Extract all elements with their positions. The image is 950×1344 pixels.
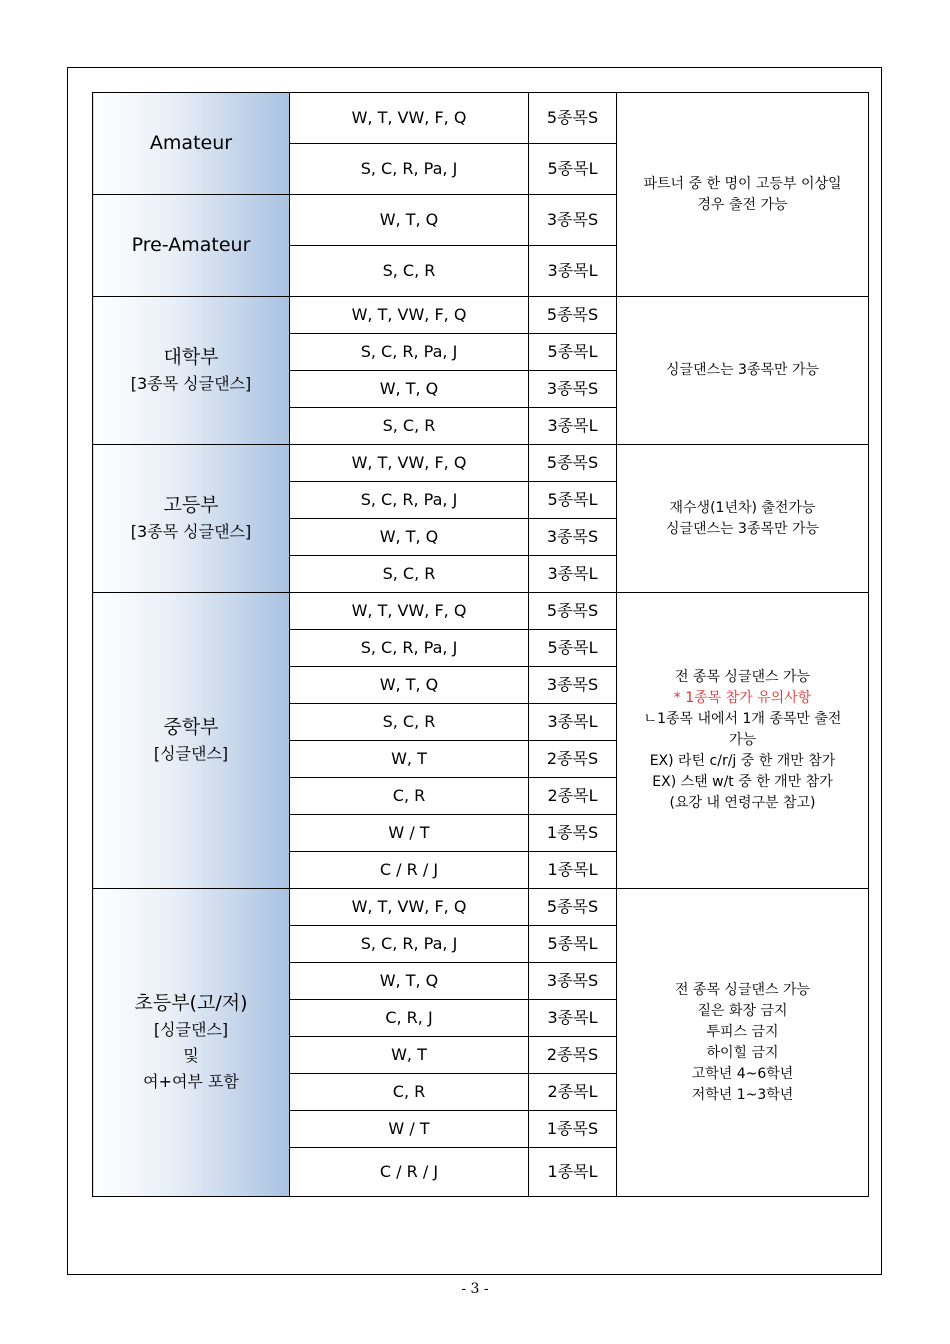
note-amateur: 파트너 중 한 명이 고등부 이상일 경우 출전 가능 <box>617 93 869 297</box>
dances-cell: C / R / J <box>290 1148 529 1197</box>
events-cell: 5종목S <box>529 93 617 144</box>
events-cell: 1종목L <box>529 852 617 889</box>
table-row <box>93 93 869 144</box>
dances-cell: W, T, VW, F, Q <box>290 593 529 630</box>
events-cell: 1종목L <box>529 1148 617 1197</box>
events-cell: 3종목S <box>529 667 617 704</box>
dances-cell: S, C, R, Pa, J <box>290 926 529 963</box>
dances-cell: S, C, R <box>290 556 529 593</box>
dances-cell: W, T, Q <box>290 963 529 1000</box>
events-cell: 3종목S <box>529 195 617 246</box>
division-pre-amateur: Pre-Amateur <box>93 195 290 297</box>
events-cell: 5종목L <box>529 334 617 371</box>
table-row <box>93 297 869 334</box>
warning-text: * 1종목 참가 유의사항 <box>673 690 812 706</box>
events-cell: 5종목S <box>529 889 617 926</box>
page-number: - 3 - <box>461 1281 489 1297</box>
division-middle: 중학부 [싱글댄스] <box>93 593 290 889</box>
table-row <box>93 445 869 482</box>
events-cell: 3종목L <box>529 1000 617 1037</box>
events-cell: 3종목S <box>529 371 617 408</box>
dances-cell: S, C, R, Pa, J <box>290 334 529 371</box>
dances-cell: W, T, VW, F, Q <box>290 93 529 144</box>
events-cell: 2종목S <box>529 1037 617 1074</box>
dances-cell: W / T <box>290 815 529 852</box>
dances-cell: W, T, VW, F, Q <box>290 889 529 926</box>
events-cell: 5종목S <box>529 593 617 630</box>
dances-cell: W, T, VW, F, Q <box>290 297 529 334</box>
events-cell: 3종목S <box>529 519 617 556</box>
dances-cell: C, R, J <box>290 1000 529 1037</box>
note-university: 싱글댄스는 3종목만 가능 <box>617 297 869 445</box>
events-cell: 2종목L <box>529 778 617 815</box>
events-cell: 3종목L <box>529 408 617 445</box>
division-table <box>92 92 869 1197</box>
events-cell: 5종목L <box>529 482 617 519</box>
dances-cell: C, R <box>290 1074 529 1111</box>
dances-cell: C, R <box>290 778 529 815</box>
division-amateur: Amateur <box>93 93 290 195</box>
dances-cell: W, T, Q <box>290 519 529 556</box>
note-elementary: 전 종목 싱글댄스 가능 짙은 화장 금지 투피스 금지 하이힐 금지 고학년 4~6학년 저학년 1~3학년 <box>617 889 869 1197</box>
events-cell: 2종목S <box>529 741 617 778</box>
division-elementary: 초등부(고/저) [싱글댄스] 및 여+여부 포함 <box>93 889 290 1197</box>
dances-cell: W, T <box>290 741 529 778</box>
dances-cell: C / R / J <box>290 852 529 889</box>
events-cell: 3종목S <box>529 963 617 1000</box>
division-university: 대학부 [3종목 싱글댄스] <box>93 297 290 445</box>
dances-cell: W / T <box>290 1111 529 1148</box>
dances-cell: W, T <box>290 1037 529 1074</box>
events-cell: 3종목L <box>529 246 617 297</box>
note-middle: 전 종목 싱글댄스 가능 * 1종목 참가 유의사항 ㄴ1종목 내에서 1개 종목만 출전 가능 EX) 라틴 c/r/j 중 한 개만 참가 EX) 스탠 w/t 중 한 개만 참가 (요강 내 연령구분 참고) <box>617 593 869 889</box>
division-high: 고등부 [3종목 싱글댄스] <box>93 445 290 593</box>
dances-cell: W, T, Q <box>290 195 529 246</box>
events-cell: 1종목S <box>529 815 617 852</box>
dances-cell: S, C, R, Pa, J <box>290 482 529 519</box>
events-cell: 2종목L <box>529 1074 617 1111</box>
dances-cell: S, C, R <box>290 408 529 445</box>
dances-cell: W, T, Q <box>290 667 529 704</box>
table-row <box>93 889 869 926</box>
table-row <box>93 593 869 630</box>
events-cell: 3종목L <box>529 556 617 593</box>
note-high: 재수생(1년차) 출전가능 싱글댄스는 3종목만 가능 <box>617 445 869 593</box>
events-cell: 5종목S <box>529 297 617 334</box>
events-cell: 5종목L <box>529 144 617 195</box>
events-cell: 1종목S <box>529 1111 617 1148</box>
dances-cell: S, C, R <box>290 704 529 741</box>
dances-cell: W, T, Q <box>290 371 529 408</box>
events-cell: 5종목L <box>529 926 617 963</box>
events-cell: 5종목S <box>529 445 617 482</box>
events-cell: 5종목L <box>529 630 617 667</box>
dances-cell: S, C, R <box>290 246 529 297</box>
dances-cell: S, C, R, Pa, J <box>290 144 529 195</box>
dances-cell: S, C, R, Pa, J <box>290 630 529 667</box>
events-cell: 3종목L <box>529 704 617 741</box>
dances-cell: W, T, VW, F, Q <box>290 445 529 482</box>
